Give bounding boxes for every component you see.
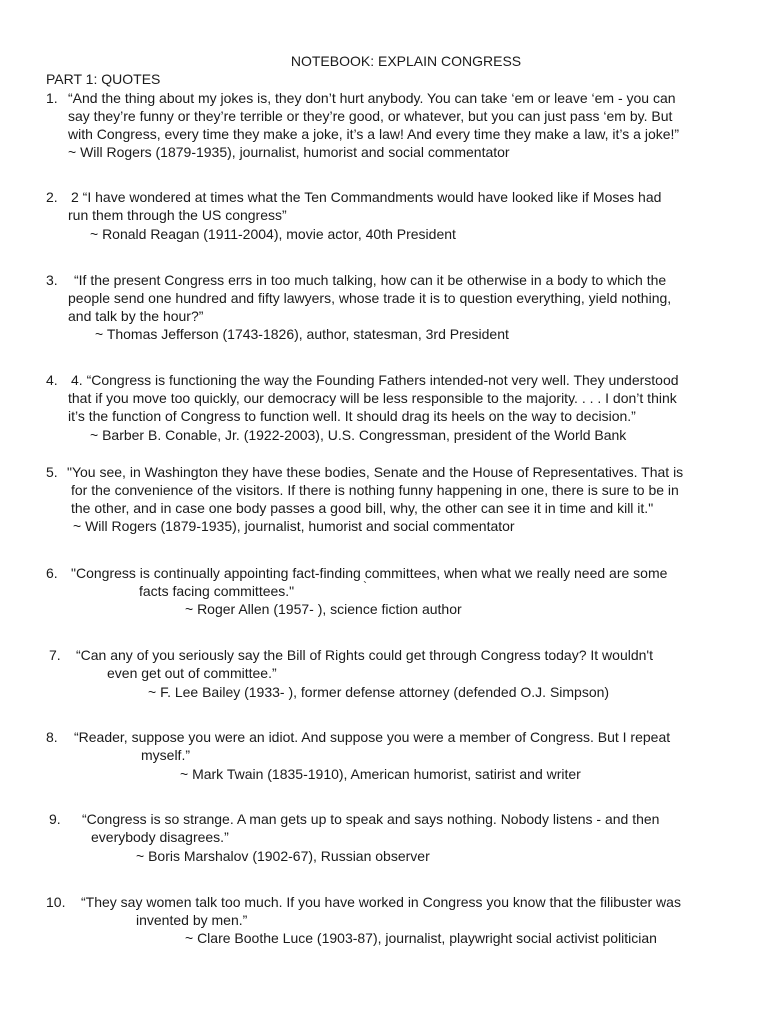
quote-line: everybody disagrees.” bbox=[91, 829, 229, 845]
quote-number: 8. bbox=[46, 729, 58, 745]
quote-attribution: ~ Ronald Reagan (1911-2004), movie actor, 40th President bbox=[90, 226, 456, 242]
quote-line: even get out of committee.” bbox=[107, 665, 277, 681]
quote-line: “And the thing about my jokes is, they don’t hurt anybody. You can take ‘em or leave ‘em - you can bbox=[68, 90, 676, 106]
quote-line: “Can any of you seriously say the Bill of Rights could get through Congress today? It wouldn't bbox=[76, 647, 653, 663]
quote-line: 2 “I have wondered at times what the Ten Commandments would have looked like if Moses had bbox=[71, 189, 662, 205]
quote-number: 9. bbox=[49, 811, 61, 827]
quote-attribution: ~ Will Rogers (1879-1935), journalist, humorist and social commentator bbox=[68, 144, 510, 160]
quote-line: the other, and in case one body passes a good bill, why, the other can see it in time and kill it." bbox=[71, 500, 654, 516]
quote-line: "You see, in Washington they have these bodies, Senate and the House of Representatives. That is bbox=[67, 464, 684, 480]
quote-number: 7. bbox=[49, 647, 61, 663]
quote-line: it’s the function of Congress to function well. It should drag its heels on the way to decision.” bbox=[68, 408, 636, 424]
quote-number: 2. bbox=[46, 189, 58, 205]
quote-line: “If the present Congress errs in too much talking, how can it be otherwise in a body to which the bbox=[74, 272, 667, 288]
quote-number: 6. bbox=[46, 565, 58, 581]
quote-attribution: ~ Will Rogers (1879-1935), journalist, humorist and social commentator bbox=[73, 518, 515, 534]
quote-line: 4. “Congress is functioning the way the Founding Fathers intended-not very well. They understood bbox=[71, 372, 679, 388]
quote-line: say they’re funny or they’re terrible or they’re good, or whatever, but you can just pass ‘em by. But bbox=[68, 108, 673, 124]
quote-number: 5. bbox=[46, 464, 58, 480]
quote-line: for the convenience of the visitors. If there is nothing funny happening in one, there is sure to be in bbox=[71, 482, 679, 498]
quote-line: run them through the US congress” bbox=[68, 207, 287, 223]
quote-attribution: ~ Boris Marshalov (1902-67), Russian observer bbox=[136, 848, 430, 864]
quote-line: “Congress is so strange. A man gets up to speak and says nothing. Nobody listens - and then bbox=[82, 811, 660, 827]
quote-attribution: ~ Clare Boothe Luce (1903-87), journalist, playwright social activist politician bbox=[185, 930, 657, 946]
quote-line: with Congress, every time they make a joke, it’s a law! And every time they make a law, it’s a joke!” bbox=[68, 126, 680, 142]
quote-line: myself.” bbox=[141, 747, 190, 763]
quote-line: "Congress is continually appointing fact-finding committees, when what we really need are some bbox=[71, 565, 668, 581]
quote-line: that if you move too quickly, our democracy will be less responsible to the majority. . . . I don’t think bbox=[68, 390, 677, 406]
quote-number: 4. bbox=[46, 372, 58, 388]
quote-line: “They say women talk too much. If you have worked in Congress you know that the filibuster was bbox=[81, 894, 681, 910]
quote-line: invented by men.” bbox=[136, 912, 248, 928]
quote-line: people send one hundred and fifty lawyers, whose trade it is to question everything, yield nothing, bbox=[68, 290, 672, 306]
part-heading: PART 1: QUOTES bbox=[46, 71, 161, 87]
quote-attribution: ~ Barber B. Conable, Jr. (1922-2003), U.S. Congressman, president of the World Bank bbox=[90, 427, 627, 443]
document-title: NOTEBOOK: EXPLAIN CONGRESS bbox=[290, 53, 522, 69]
quote-line: and talk by the hour?” bbox=[68, 308, 204, 324]
quote-attribution: ~ Roger Allen (1957- ), science fiction author bbox=[185, 601, 462, 617]
quote-number: 10. bbox=[46, 894, 66, 910]
stray-mark: ` bbox=[363, 579, 367, 593]
quote-number: 3. bbox=[46, 272, 58, 288]
quote-attribution: ~ F. Lee Bailey (1933- ), former defense attorney (defended O.J. Simpson) bbox=[148, 684, 610, 700]
quote-attribution: ~ Mark Twain (1835-1910), American humorist, satirist and writer bbox=[180, 766, 581, 782]
quote-line: facts facing committees." bbox=[139, 583, 295, 599]
quote-attribution: ~ Thomas Jefferson (1743-1826), author, statesman, 3rd President bbox=[95, 326, 509, 342]
quote-number: 1. bbox=[46, 90, 58, 106]
quote-line: “Reader, suppose you were an idiot. And suppose you were a member of Congress. But I repeat bbox=[74, 729, 671, 745]
